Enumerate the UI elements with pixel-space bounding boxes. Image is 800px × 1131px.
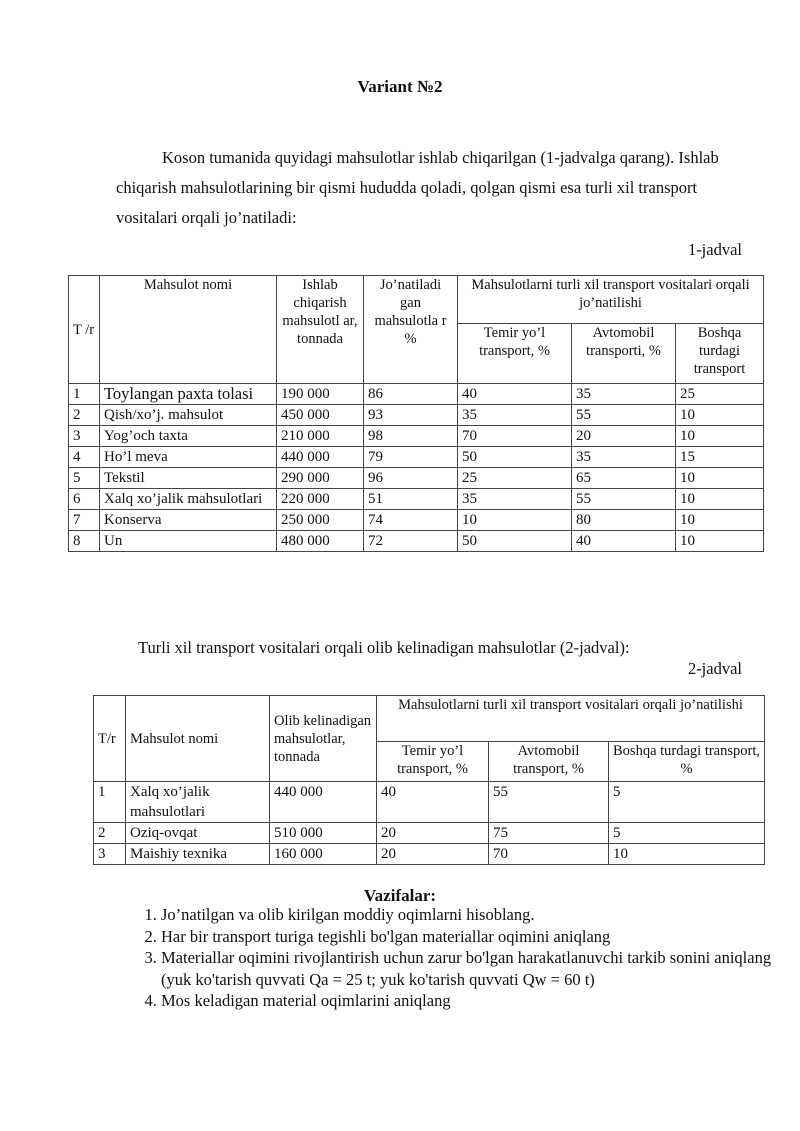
table-row <box>94 823 765 844</box>
row-number: 1 <box>69 384 100 405</box>
t2-col-transport-group-header: Mahsulotlarni turli xil transport vositalari orqali jo’natilishi <box>377 696 765 742</box>
rail-percent: 35 <box>458 405 572 426</box>
produced-tons: 220 000 <box>277 489 364 510</box>
produced-tons: 250 000 <box>277 510 364 531</box>
task-item: 2. Har bir transport turiga tegishli bo'lgan materiallar oqimini aniqlang <box>161 926 800 948</box>
other-percent: 15 <box>676 447 764 468</box>
product-name: Xalq xo’jalik mahsulotlari <box>100 489 277 510</box>
page-title: Variant №2 <box>357 77 443 96</box>
auto-percent: 55 <box>572 489 676 510</box>
other-percent: 10 <box>676 531 764 552</box>
t2-col-number-header: T/r <box>94 696 126 782</box>
product-name: Xalq xo’jalik mahsulotlari <box>126 782 270 823</box>
production-table-body <box>69 384 764 552</box>
task-item: 1. Jo’natilgan va olib kirilgan moddiy oqimlarni hisoblang. <box>161 904 800 926</box>
rail-percent: 35 <box>458 489 572 510</box>
tasks-heading: Vazifalar: <box>363 886 437 905</box>
col-number-header: T /r <box>69 276 100 384</box>
table2-label: 2-jadval <box>687 659 742 678</box>
shipped-percent: 74 <box>364 510 458 531</box>
table-row <box>69 531 764 552</box>
other-percent: 5 <box>609 782 765 823</box>
product-name: Yog’och taxta <box>100 426 277 447</box>
product-name: Tekstil <box>100 468 277 489</box>
rail-percent: 70 <box>458 426 572 447</box>
rail-percent: 20 <box>377 844 489 865</box>
other-percent: 10 <box>609 844 765 865</box>
auto-percent: 80 <box>572 510 676 531</box>
other-percent: 10 <box>676 468 764 489</box>
auto-percent: 75 <box>489 823 609 844</box>
rail-percent: 10 <box>458 510 572 531</box>
shipped-percent: 72 <box>364 531 458 552</box>
auto-percent: 55 <box>572 405 676 426</box>
row-number: 6 <box>69 489 100 510</box>
auto-percent: 70 <box>489 844 609 865</box>
col-other-header: Boshqa turdagi transport <box>676 324 764 384</box>
incoming-tons: 510 000 <box>270 823 377 844</box>
rail-percent: 40 <box>458 384 572 405</box>
t2-col-rail-header: Temir yo’l transport, % <box>377 742 489 782</box>
rail-percent: 40 <box>377 782 489 823</box>
auto-percent: 35 <box>572 384 676 405</box>
product-name: Oziq-ovqat <box>126 823 270 844</box>
table-row <box>69 447 764 468</box>
table1-label: 1-jadval <box>687 240 742 259</box>
product-name: Toylangan paxta tolasi <box>100 384 277 405</box>
shipped-percent: 93 <box>364 405 458 426</box>
other-percent: 25 <box>676 384 764 405</box>
produced-tons: 440 000 <box>277 447 364 468</box>
tasks-list <box>118 904 800 1012</box>
incoming-tons: 160 000 <box>270 844 377 865</box>
rail-percent: 20 <box>377 823 489 844</box>
row-number: 4 <box>69 447 100 468</box>
auto-percent: 55 <box>489 782 609 823</box>
col-transport-group-header: Mahsulotlarni turli xil transport vositalari orqali jo’natilishi <box>458 276 764 324</box>
produced-tons: 290 000 <box>277 468 364 489</box>
rail-percent: 50 <box>458 531 572 552</box>
other-percent: 10 <box>676 510 764 531</box>
produced-tons: 450 000 <box>277 405 364 426</box>
t2-col-other-header: Boshqa turdagi transport, % <box>609 742 765 782</box>
table-row <box>69 510 764 531</box>
intro2-paragraph: Turli xil transport vositalari orqali olib kelinadigan mahsulotlar (2-jadval): <box>138 638 630 657</box>
t2-col-incoming-header: Olib kelinadigan mahsulotlar, tonnada <box>270 696 377 782</box>
shipped-percent: 96 <box>364 468 458 489</box>
incoming-tons: 440 000 <box>270 782 377 823</box>
row-number: 2 <box>69 405 100 426</box>
shipped-percent: 79 <box>364 447 458 468</box>
row-number: 3 <box>94 844 126 865</box>
incoming-table-body <box>94 782 765 865</box>
row-number: 5 <box>69 468 100 489</box>
t2-col-auto-header: Avtomobil transport, % <box>489 742 609 782</box>
col-name-header: Mahsulot nomi <box>100 276 277 384</box>
col-shipped-header: Jo’natiladi gan mahsulotla r % <box>364 276 458 384</box>
row-number: 7 <box>69 510 100 531</box>
table-row <box>69 384 764 405</box>
table-row <box>69 489 764 510</box>
auto-percent: 40 <box>572 531 676 552</box>
col-produced-header: Ishlab chiqarish mahsulotl ar, tonnada <box>277 276 364 384</box>
produced-tons: 210 000 <box>277 426 364 447</box>
auto-percent: 65 <box>572 468 676 489</box>
shipped-percent: 86 <box>364 384 458 405</box>
col-rail-header: Temir yo’l transport, % <box>458 324 572 384</box>
task-item: 3. Materiallar oqimini rivojlantirish uchun zarur bo'lgan harakatlanuvchi tarkib sonini aniqlang (yuk ko'tarish quvvati Qa = 25 t; yuk ko'tarish quvvati Qw = 60 t) <box>161 947 800 990</box>
other-percent: 10 <box>676 405 764 426</box>
col-auto-header: Avtomobil transporti, % <box>572 324 676 384</box>
rail-percent: 25 <box>458 468 572 489</box>
table-row <box>94 844 765 865</box>
product-name: Un <box>100 531 277 552</box>
shipped-percent: 98 <box>364 426 458 447</box>
shipped-percent: 51 <box>364 489 458 510</box>
product-name: Qish/xo’j. mahsulot <box>100 405 277 426</box>
product-name: Maishiy texnika <box>126 844 270 865</box>
task-item: 4. Mos keladigan material oqimlarini aniqlang <box>161 990 800 1012</box>
t2-col-name-header: Mahsulot nomi <box>126 696 270 782</box>
rail-percent: 50 <box>458 447 572 468</box>
auto-percent: 35 <box>572 447 676 468</box>
table-row <box>69 468 764 489</box>
row-number: 8 <box>69 531 100 552</box>
other-percent: 10 <box>676 489 764 510</box>
produced-tons: 190 000 <box>277 384 364 405</box>
row-number: 1 <box>94 782 126 823</box>
incoming-table <box>93 695 765 865</box>
intro-paragraph: Koson tumanida quyidagi mahsulotlar ishlab chiqarilgan (1-jadvalga qarang). Ishlab chiqarish mahsulotlarining bir qismi hududda qoladi, qolgan qismi esa turli xil transport vositalari orqali jo’natiladi: <box>116 148 719 227</box>
auto-percent: 20 <box>572 426 676 447</box>
other-percent: 5 <box>609 823 765 844</box>
product-name: Konserva <box>100 510 277 531</box>
table-row <box>94 782 765 823</box>
produced-tons: 480 000 <box>277 531 364 552</box>
product-name: Ho’l meva <box>100 447 277 468</box>
production-table <box>68 275 764 552</box>
table-row <box>69 426 764 447</box>
row-number: 3 <box>69 426 100 447</box>
other-percent: 10 <box>676 426 764 447</box>
row-number: 2 <box>94 823 126 844</box>
table-row <box>69 405 764 426</box>
